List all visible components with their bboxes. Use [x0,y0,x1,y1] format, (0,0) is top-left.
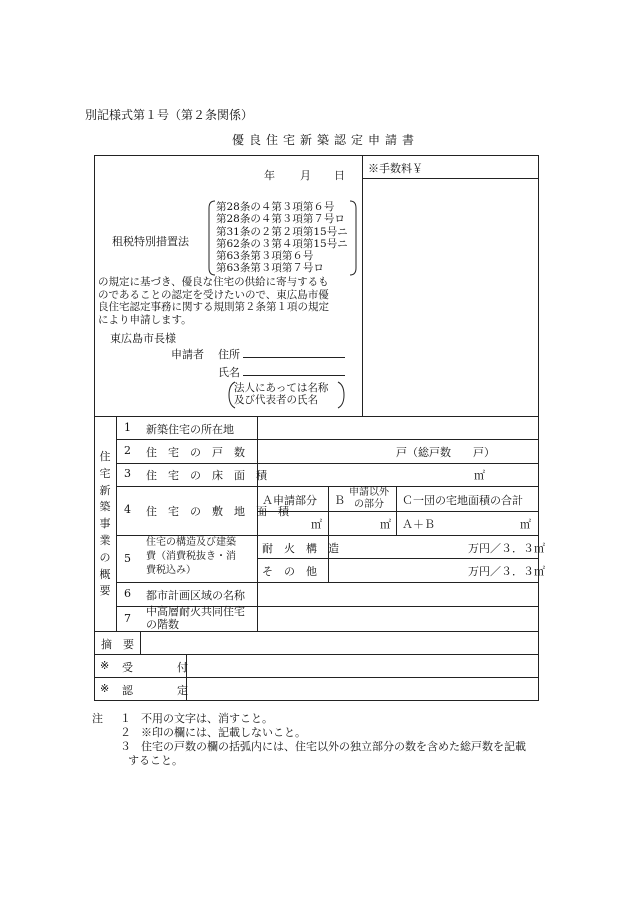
law-clause: 第62条の３第４項第15号ニ [216,237,348,250]
address-field[interactable] [243,357,345,358]
name-field[interactable] [243,375,345,376]
addressee: 東広島市長様 [110,332,176,345]
statement-line: の規定に基づき、優良な住宅の供給に寄与するも [98,276,329,288]
right-paren-icon [337,381,345,409]
address-label: 住所 [218,348,240,361]
side-char: 概 [99,567,111,581]
side-char: 要 [99,584,111,598]
row-number: 2 [124,444,131,457]
date-month-label: 月 [300,169,311,182]
site-area-label: 住 宅 の 敷 地 面 積 [146,505,289,518]
statement-line: のであることの認定を受けたいので、東広島市優 [98,288,329,301]
note-number: ２ [120,726,131,739]
fee-label: ※手数料￥ [368,162,423,175]
applicant-label: 申請者 [171,348,204,361]
law-clause: 第28条の４第３項第６号 [216,201,335,213]
law-name: 租税特別措置法 [112,235,189,248]
notes-head: 注 [92,712,103,725]
form-label: 別記様式第１号（第２条関係） [85,108,254,122]
floors-label [146,606,245,631]
law-clause: 第28条の４第３項第７号ロ [216,213,345,226]
statement-line: により申請します。 [98,313,192,326]
side-char: 宅 [99,466,111,480]
site-b-unit[interactable]: ㎡ [380,518,391,531]
right-bracket-icon [348,200,358,276]
corp-note-line: 法人にあっては名称 [234,382,329,394]
floors-label-line: の階数 [146,617,179,631]
side-char: 業 [99,533,111,547]
note-text: 住宅の戸数の欄の括弧内には、住宅以外の独立部分の数を含めた総戸数を記載 [141,740,526,753]
statement-text [98,276,329,326]
side-char: 住 [99,450,111,463]
floors-label-line: 中高層耐火共同住宅 [146,605,245,618]
summary-field[interactable] [141,632,537,654]
city-planning-label: 都市計画区域の名称 [146,589,245,602]
note-number: ３ [120,740,131,753]
row-number: 6 [124,587,131,600]
date-day-label: 日 [334,169,345,182]
fireproof-value[interactable]: 万円／３．３㎡ [468,542,545,555]
site-a-label: Ａ申請部分 [262,494,317,507]
law-clause: 第63条第３項第７号ロ [216,262,324,275]
row-number: 5 [124,552,131,565]
row-number: 1 [124,421,131,434]
row-number: 7 [124,612,131,625]
law-clause: 第63条第３項第６号 [216,250,314,263]
receipt-label: 受 付 [122,661,188,674]
floors-field[interactable] [258,607,538,630]
date-year-label: 年 [264,169,275,182]
statement-line: 良住宅認定事務に関する規則第２条第１項の規定 [98,301,329,313]
approval-label: 認 定 [122,684,188,697]
law-clause: 第31条の２第２項第15号ニ [216,225,348,238]
row-number: 4 [124,503,131,516]
location-label: 新築住宅の所在地 [146,423,234,436]
site-a-unit[interactable]: ㎡ [311,518,322,531]
note-text: 不用の文字は、消すこと。 [141,712,273,725]
floor-area-unit[interactable]: ㎡ [474,469,485,482]
overview-side-label [94,449,116,600]
site-b-mark: Ｂ [334,494,345,507]
side-char: の [99,550,111,564]
note-number: １ [120,712,131,725]
structure-cost-label [146,536,236,578]
city-planning-field[interactable] [258,583,538,605]
site-c-unit[interactable]: ㎡ [520,518,531,531]
side-char: 事 [99,517,111,531]
corp-note-line: 及び代表者の氏名 [234,394,318,406]
site-c-formula: Ａ＋Ｂ [402,518,435,531]
note-continuation: すること。 [128,754,183,767]
site-b-label [344,487,394,511]
side-char: 築 [99,500,111,514]
note-text: ※印の欄には、記載しないこと。 [141,726,306,739]
fireproof-label: 耐 火 構 造 [262,542,339,555]
row-number: 3 [124,467,131,480]
approval-mark: ※ [100,682,110,695]
summary-label: 摘 要 [101,638,134,651]
units-value[interactable]: 戸（総戸数 戸） [396,446,495,459]
structure-label-line: 費税込み） [146,565,196,576]
name-label: 氏名 [218,366,240,379]
site-b-label-line: の部分 [354,499,384,510]
law-clause-list [216,201,348,275]
location-field[interactable] [258,417,538,439]
receipt-mark: ※ [100,659,110,672]
structure-label-line: 費（消費税抜き・消 [146,551,236,562]
corporation-note [234,382,328,406]
other-structure-value[interactable]: 万円／３．３㎡ [468,565,545,578]
other-structure-label: そ の 他 [262,565,317,578]
site-c-label: Ｃ一団の宅地面積の合計 [402,494,523,507]
structure-label-line: 住宅の構造及び建築 [146,537,236,548]
page-title: 優良住宅新築認定申請書 [232,133,420,147]
units-label: 住 宅 の 戸 数 [146,446,245,459]
floor-area-label: 住 宅 の 床 面 積 [146,469,267,482]
site-b-label-line: 申請以外 [349,487,389,498]
side-char: 新 [99,483,111,497]
